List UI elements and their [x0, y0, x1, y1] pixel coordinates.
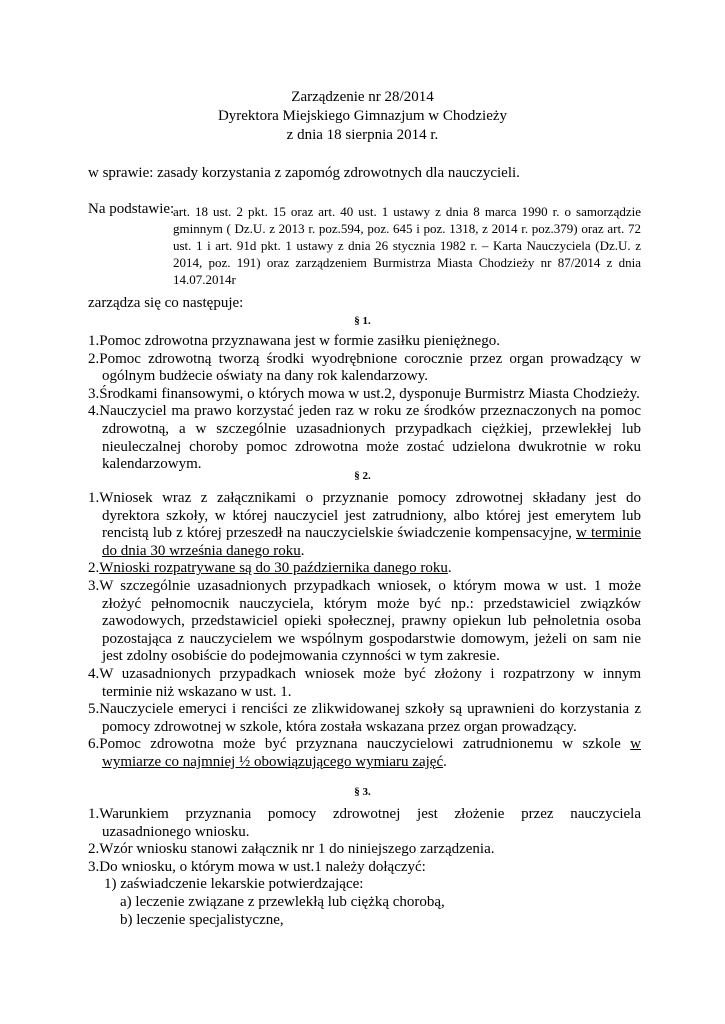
section-2-item-5: 5.Nauczyciele emeryci i renciści ze zlikwidowanej szkoły są uprawnieni do korzystania z pomocy zdrowotnej w szkole, która została wskazana przez organ prowadzący. — [88, 701, 641, 735]
section-1-heading: § 1. — [354, 315, 371, 327]
section-2-list — [88, 490, 641, 772]
legal-basis-text: art. 18 ust. 2 pkt. 15 oraz art. 40 ust. 1 ustawy z dnia 8 marca 1990 r. o samorządzie gminnym ( Dz.U. z 2013 r. poz.594, poz. 645 i poz. 1318, z 2014 r. poz.379) oraz art. 72 ust. 1 i art. 91d pkt. 1 ustawy z dnia 26 stycznia 1982 r. – Karta Nauczyciela (Dz.U. z 2014, poz. 191) oraz zarządzeniem Burmistrza Miasta Chodzieży nr 87/2014 z dnia 14.07.2014r — [173, 204, 641, 287]
document-subject: w sprawie: zasady korzystania z zapomóg zdrowotnych dla nauczycieli. — [88, 165, 520, 181]
section-2-heading: § 2. — [354, 470, 371, 482]
section-3-subitem-1: 1) zaświadczenie lekarskie potwierdzające: — [104, 876, 364, 892]
legal-basis-label: Na podstawie: — [88, 201, 175, 217]
section-1-item-1: 1.Pomoc zdrowotna przyznawana jest w formie zasiłku pieniężnego. — [88, 333, 500, 349]
section-1-list — [88, 333, 641, 474]
section-3-subitem-1a: a) leczenie związane z przewlekłą lub ciężką chorobą, — [120, 894, 445, 910]
section-1-item-2: 2.Pomoc zdrowotną tworzą środki wyodrębnione corocznie przez organ prowadzący w ogólnym budżecie oświaty na dany rok kalendarzowy. — [88, 350, 641, 385]
document-date: z dnia 18 sierpnia 2014 r. — [286, 127, 439, 143]
section-2-item-6: 6.Pomoc zdrowotna może być przyznana nauczycielowi zatrudnionemu w szkole w wymiarze co najmniej ½ obowiązującego wymiaru zajęć. — [88, 736, 641, 770]
section-1-item-4: 4.Nauczyciel ma prawo korzystać jeden raz w roku ze środków przeznaczonych na pomoc zdrowotną, a w szczególnie uzasadnionych przypadkach ciężkiej, przewlekłej lub nieuleczalnej choroby pomoc zdrowotna może zostać udzielona dwukrotnie w roku kalendarzowym. — [88, 403, 641, 473]
deadline-underlined: w terminie do dnia 30 września danego roku — [102, 525, 641, 559]
section-3-subitem-1b: b) leczenie specjalistyczne, — [120, 912, 284, 928]
document-issuer: Dyrektora Miejskiego Gimnazjum w Chodzieży — [217, 108, 508, 124]
section-3-list — [88, 806, 641, 876]
document-title: Zarządzenie nr 28/2014 — [291, 89, 434, 105]
section-2-item-3: 3.W szczególnie uzasadnionych przypadkach wniosek, o którym mowa w ust. 1 może złożyć pełnomocnik nauczyciela, którym może być np.: przedstawiciel związków zawodowych, przedstawiciel opieki społecznej, prawny opiekun lub pełnoletnia osoba pozostająca z nauczycielem we wspólnym gospodarstwie domowym, jeżeli on sam nie jest zdolny osobiście do podejmowania czynności w tym zakresie. — [88, 577, 641, 665]
section-3-item-3: 3.Do wniosku, o którym mowa w ust.1 należy dołączyć: — [88, 858, 426, 875]
orders-intro: zarządza się co następuje: — [88, 295, 244, 311]
section-2-item-4: 4.W uzasadnionych przypadkach wniosek może być złożony i rozpatrzony w innym terminie niż wskazano w ust. 1. — [88, 665, 641, 700]
section-3-item-2: 2.Wzór wniosku stanowi załącznik nr 1 do niniejszego zarządzenia. — [88, 841, 495, 858]
section-2-item-2: 2.Wnioski rozpatrywane są do 30 października danego roku. — [88, 560, 452, 577]
section-1-item-3: 3.Środkami finansowymi, o których mowa w ust.2, dysponuje Burmistrz Miasta Chodzieży. — [88, 385, 640, 402]
section-3-item-1: 1.Warunkiem przyznania pomocy zdrowotnej jest złożenie przez nauczyciela uzasadnionego wniosku. — [88, 806, 641, 840]
section-3-heading: § 3. — [354, 786, 371, 798]
section-2-item-1: 1.Wniosek wraz z załącznikami o przyznanie pomocy zdrowotnej składany jest do dyrektora szkoły, w której nauczyciel jest zatrudniony, albo której jest emerytem lub rencistą lub z której przeszedł na nauczycielskie świadczenie kompensacyjne, w terminie do dnia 30 września danego roku. — [88, 490, 641, 559]
